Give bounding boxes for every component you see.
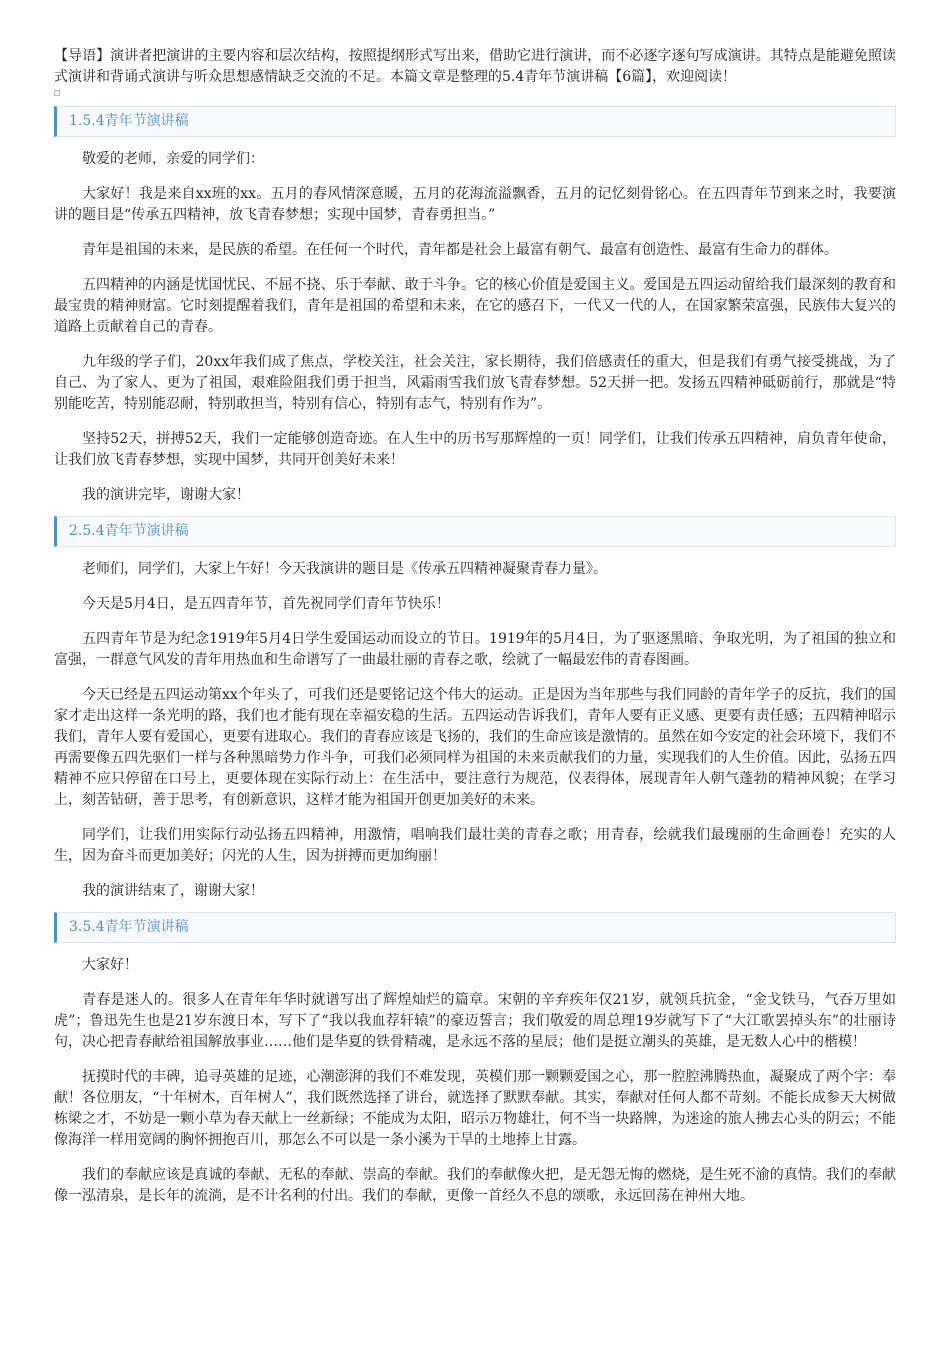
body-paragraph: 坚持52天，拼搏52天，我们一定能够创造奇迹。在人生中的历书写那辉煌的一页！同学们，让我们传承五四精神，肩负青年使命，让我们放飞青春梦想，实现中国梦，共同开创美好未来！ [54,431,896,468]
body-paragraph: 大家好！我是来自xx班的xx。五月的春风情深意暖，五月的花海流溢飘香，五月的记忆刻骨铭心。在五四青年节到来之时，我要演讲的题目是“传承五四精神，放飞青春梦想；实现中国梦，青春勇担当。” [54,186,896,223]
body-paragraph: 五四精神的内涵是忧国忧民、不屈不挠、乐于奉献、敢于斗争。它的核心价值是爱国主义。爱国是五四运动留给我们最深刻的教育和最宝贵的精神财富。它时刻提醒着我们，青年是祖国的希望和未来，在它的感召下，一代又一代的人，在国家繁荣富强，民族伟大复兴的道路上贡献着自己的青春。 [54,277,896,335]
body-paragraph: 今天已经是五四运动第xx个年头了，可我们还是要铭记这个伟大的运动。正是因为当年那些与我们同龄的青年学子的反抗，我们的国家才走出这样一条光明的路，我们也才能有现在幸福安稳的生活。五四运动告诉我们，青年人要有正义感、更要有责任感；五四精神昭示我们，青年人要有爱国心，更要有进取心。我们的青春应该是飞扬的，我们的生命应该是激情的。虽然在如今安定的社会环境下，我们不再需要像五四先驱们一样与各种黑暗势力作斗争，可我们必须同样为祖国的未来贡献我们的力量，实现我们的人生价值。因此，弘扬五四精神不应只停留在口号上，更要体现在实际行动上：在生活中，要注意行为规范，仪表得体，展现青年人朝气蓬勃的精神风貌；在学习上，刻苦钻研，善于思考，有创新意识，这样才能为祖国开创更加美好的未来。 [54,687,896,808]
section-header: 2.5.4青年节演讲稿 [54,516,896,547]
body-paragraph: 抚摸时代的丰碑，追寻英雄的足迹，心潮澎湃的我们不难发现，英模们那一颗颗爱国之心，那一腔腔沸腾热血，凝聚成了两个字：奉献！各位朋友，“十年树木，百年树人”，我们既然选择了讲台，就选择了默默奉献。其实，奉献对任何人都不苛刻。不能长成参天大树做栋梁之才，不妨是一颗小草为春天献上一丝新绿；不能成为太阳，昭示万物雄壮，何不当一块路牌，为迷途的旅人拂去心头的阴云；不能像海洋一样用宽阔的胸怀拥抱百川，那怎么不可以是一条小溪为干旱的土地捧上甘露。 [54,1069,896,1148]
body-paragraph: 青春是迷人的。很多人在青年年华时就谱写出了辉煌灿烂的篇章。宋朝的辛弃疾年仅21岁，就领兵抗金，“金戈铁马，气吞万里如虎”；鲁迅先生也是21岁东渡日本，写下了“我以我血荐轩辕”的豪迈誓言；我们敬爱的周总理19岁就写下了“大江歌罢掉头东”的壮丽诗句，决心把青春献给祖国解放事业……他们是华夏的铁骨精魂，是永远不落的星辰；他们是挺立潮头的英雄，是无数人心中的楷模！ [54,992,896,1050]
anchor-marker [54,90,60,96]
body-paragraph: 老师们，同学们，大家上午好！今天我演讲的题目是《传承五四精神凝聚青春力量》。 [82,561,607,577]
intro-paragraph: 【导语】演讲者把演讲的主要内容和层次结构，按照提纲形式写出来，借助它进行演讲，而不必逐字逐句写成演讲。其特点是能避免照读式演讲和背诵式演讲与听众思想感情缺乏交流的不足。本篇文章是整理的5.4青年节演讲稿【6篇】，欢迎阅读！ [54,48,896,85]
body-paragraph: 同学们，让我们用实际行动弘扬五四精神，用激情，唱响我们最壮美的青春之歌；用青春，绘就我们最瑰丽的生命画卷！充实的人生，因为奋斗而更加美好；闪光的人生，因为拼搏而更加绚丽！ [54,827,896,864]
section-header: 1.5.4青年节演讲稿 [54,106,896,137]
body-paragraph: 我们的奉献应该是真诚的奉献、无私的奉献、崇高的奉献。我们的奉献像火把，是无怨无悔的燃烧，是生死不渝的真情。我们的奉献像一泓清泉，是长年的流淌，是不计名利的付出。我们的奉献，更像一首经久不息的颂歌，永远回荡在神州大地。 [54,1167,896,1204]
body-paragraph: 九年级的学子们，20xx年我们成了焦点，学校关注，社会关注，家长期待，我们倍感责任的重大，但是我们有勇气接受挑战，为了自己、为了家人、更为了祖国，艰难险阻我们勇于担当，风霜雨雪我们放飞青春梦想。52天拼一把。发扬五四精神砥砺前行，那就是“特别能吃苦，特别能忍耐，特别敢担当，特别有信心，特别有志气，特别有作为”。 [54,354,896,412]
body-paragraph: 敬爱的老师，亲爱的同学们： [82,151,264,167]
body-paragraph: 今天是5月4日，是五四青年节，首先祝同学们青年节快乐！ [82,596,450,612]
body-paragraph: 五四青年节是为纪念1919年5月4日学生爱国运动而设立的节日。1919年的5月4日，为了驱逐黑暗、争取光明，为了祖国的独立和富强，一群意气风发的青年用热血和生命谱写了一曲最壮丽的青春之歌，绘就了一幅最宏伟的青春图画。 [54,631,896,668]
body-paragraph: 我的演讲完毕，谢谢大家！ [82,487,250,503]
section-header: 3.5.4青年节演讲稿 [54,912,896,943]
body-paragraph: 我的演讲结束了，谢谢大家！ [82,883,264,899]
body-paragraph: 青年是祖国的未来，是民族的希望。在任何一个时代，青年都是社会上最富有朝气、最富有创造性、最富有生命力的群体。 [82,242,838,258]
body-paragraph: 大家好！ [82,957,138,973]
